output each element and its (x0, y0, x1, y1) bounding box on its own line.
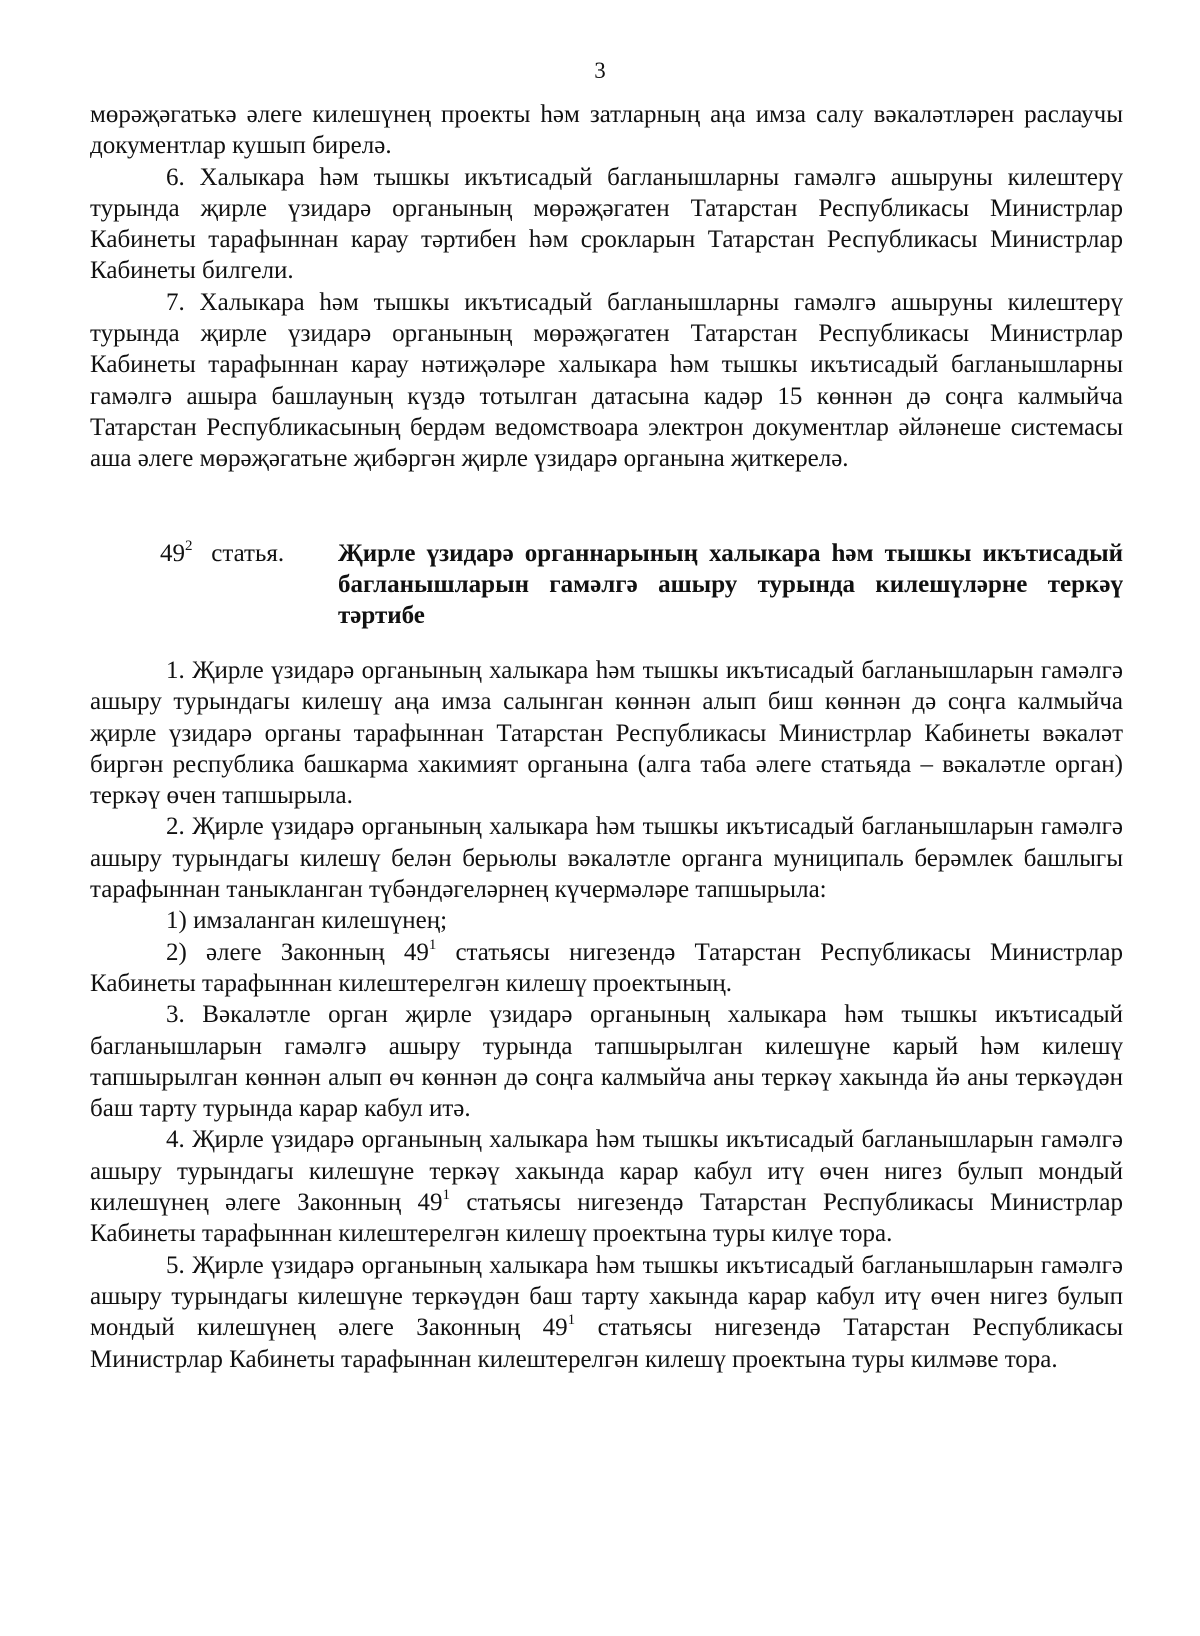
article-label (160, 538, 284, 569)
list-item-1: 1) имзаланган килешүнең; (166, 907, 448, 935)
paragraph-6: 6. Халыкара һәм тышкы икътисадый багланышларны гамәлгә ашыруны килештерү турында җирле үзидарә органының мөрәҗәгатен Татарстан Республикасы Министрлар Кабинеты тарафыннан карау тәртибен һәм срокларын Татарстан Республикасы Министрлар Кабинеты билгели. (90, 163, 1123, 285)
page-number: 3 (594, 58, 606, 83)
list-item-2 (90, 937, 1123, 1000)
paragraph-4-superscript: 1 (442, 1187, 450, 1204)
paragraph-7: 7. Халыкара һәм тышкы икътисадый багланышларны гамәлгә ашыруны килештерү турында җирле үзидарә органының мөрәҗәгатен Татарстан Республикасы Министрлар Кабинеты тарафыннан карау нәтиҗәләре халыкара һәм тышкы икътисадый багланышларны гамәлгә ашыра башлауның күздә тотылган датасына кадәр 15 көннән дә соңга калмыйча Татарстан Республикасының бердәм ведомствоара электрон документлар әйләнеше системасы аша әлеге мөрәҗәгатьне җибәргән җирле үзидарә органына җиткерелә. (90, 288, 1123, 473)
paragraph-4-text-end: статьясы нигезендә Татарстан Республикасы Министрлар Кабинеты тарафыннан килештерелгән килешү проектына туры килүе тора. (90, 1189, 1123, 1248)
article-title: Җирле үзидарә органнарының халыкара һәм тышкы икътисадый багланышларын гамәлгә ашыру турында килешүләрне теркәү тәртибе (338, 540, 1123, 629)
paragraph-4 (90, 1124, 1123, 1249)
list-item-2-superscript: 1 (428, 936, 437, 953)
paragraph-2: 2. Җирле үзидарә органының халыкара һәм тышкы икътисадый багланышларын гамәлгә ашыру турындагы килешү белән берьюлы вәкаләтле органга муниципаль берәмлек башлыгы тарафыннан таныкланган түбәндәгеләрнең күчермәләре тапшырыла: (90, 813, 1123, 904)
list-item-2-text-end: статьясы нигезендә Татарстан Республикасы Министрлар Кабинеты тарафыннан килештерелгән килешү проектының. (90, 938, 1123, 997)
paragraph-intro: мөрәҗәгатькә әлеге килешүнең проекты һәм затларның аңа имза салу вәкаләтләрен раслаучы документлар кушып бирелә. (90, 101, 1123, 160)
article-number-superscript: 2 (185, 538, 193, 554)
paragraph-3: 3. Вәкаләтле орган җирле үзидарә органының халыкара һәм тышкы икътисадый багланышларын гамәлгә ашыру турында тапшырылган килешүне карый һәм килешү тапшырылган көннән алып өч көннән дә соңга калмыйча аны теркәү хакында йә аны теркәүдән баш тарту турында карар кабул итә. (90, 1001, 1123, 1123)
paragraph-1: 1. Җирле үзидарә органының халыкара һәм тышкы икътисадый багланышларын гамәлгә ашыру турындагы килешү аңа имза салынган көннән алып биш көннән дә соңга калмыйча җирле үзидарә органы тарафыннан Татарстан Республикасы Министрлар Кабинеты вәкаләт биргән республика башкарма хакимият органына (алга таба әлеге статьяда – вәкаләтле орган) теркәү өчен тапшырыла. (90, 657, 1123, 810)
list-item-2-text-start: 2) әлеге Законның 49 (166, 938, 429, 966)
body-text-bottom (90, 655, 1123, 1375)
article-word: статья. (211, 540, 285, 567)
body-text-top (90, 99, 1123, 475)
paragraph-5-superscript: 1 (567, 1312, 576, 1329)
paragraph-5 (90, 1250, 1123, 1375)
article-heading (160, 538, 1123, 631)
paragraph-5-text-start: 5. Җирле үзидарә органының халыкара һәм тышкы икътисадый багланышларын гамәлгә ашыру турындагы килешүне теркәүдән баш тарту хакында карар кабул итү өчен нигез булып мондый килешүнең әлеге Законның 49 (90, 1251, 1123, 1342)
article-number: 49 (160, 540, 185, 567)
paragraph-4-text-start: 4. Җирле үзидарә органының халыкара һәм тышкы икътисадый багланышларын гамәлгә ашыру турындагы килешүне теркәү хакында карар кабул итү өчен нигез булып мондый килешүнең әлеге Законның 49 (90, 1126, 1123, 1217)
paragraph-5-text-end: статьясы нигезендә Татарстан Республикасы Министрлар Кабинеты тарафыннан килештерелгән килешү проектына туры килмәве тора. (90, 1314, 1124, 1373)
